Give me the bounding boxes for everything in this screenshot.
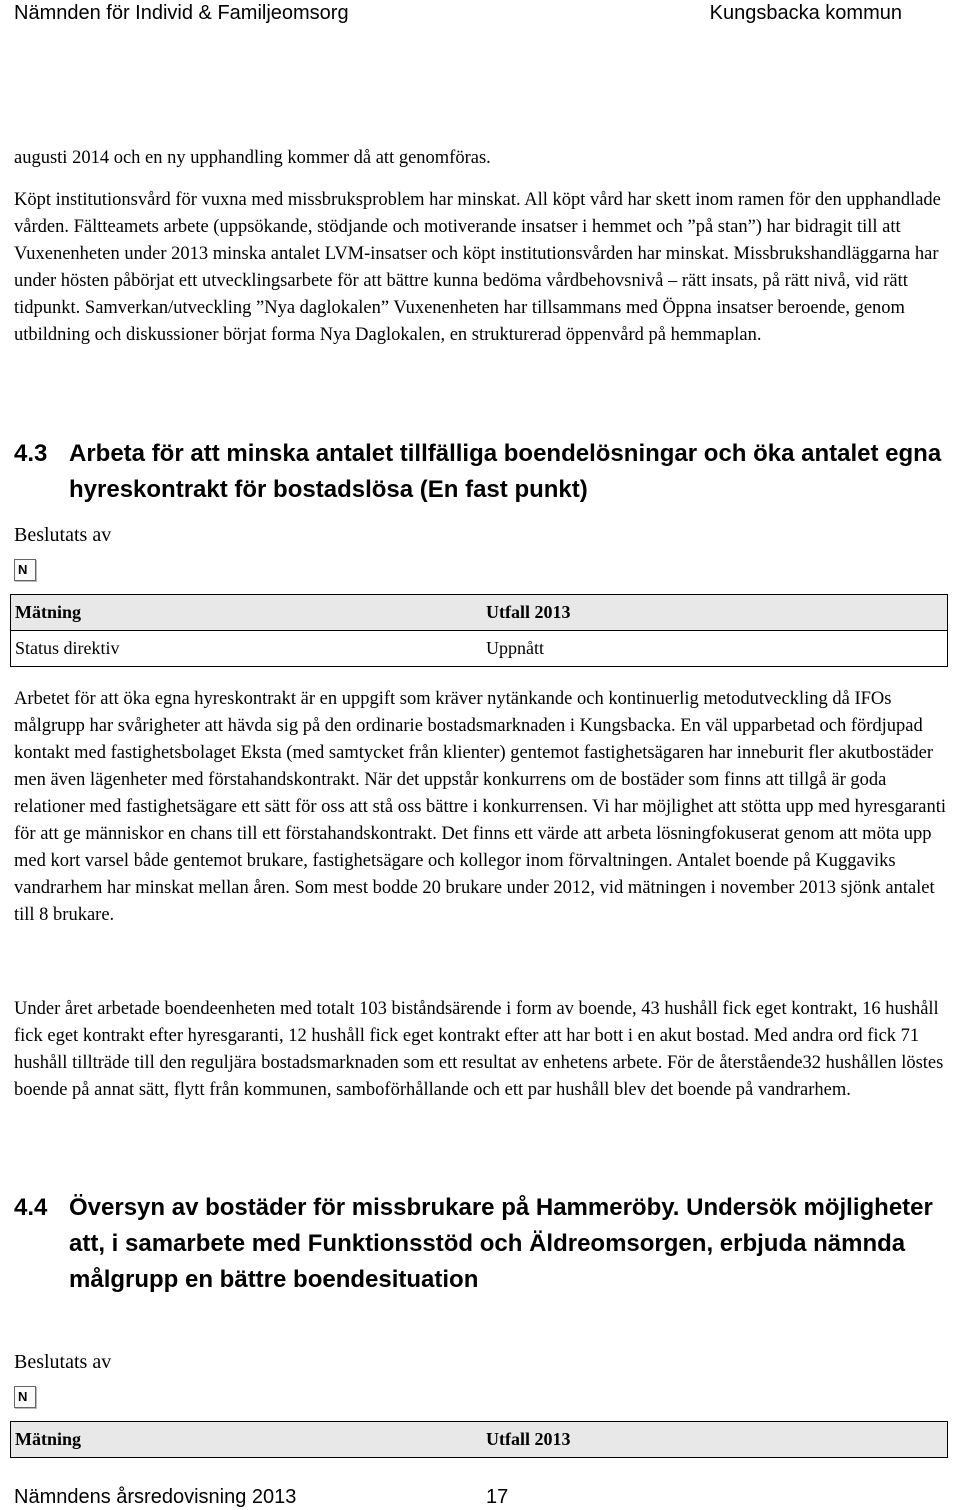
table-row [11,631,948,667]
header-measurement: Mätning [11,595,483,631]
header-municipality: Kungsbacka kommun [709,2,902,24]
measurement-table [10,594,948,667]
header-measurement: Mätning [11,1422,483,1458]
decided-by-label: Beslutats av [14,524,112,546]
status-n-icon: N [14,559,36,581]
page-header [0,0,960,30]
header-outcome: Utfall 2013 [482,595,948,631]
table-header-row [11,595,948,631]
section-title: Översyn av bostäder för missbrukare på Hammeröby. Undersök möjligheter att, i samarbete med Funktionsstöd och Äldreomsorgen, erbjuda nämnda målgrupp en bättre boendesituation [69,1194,933,1293]
cell-status-directive: Status direktiv [11,631,483,667]
paragraph-housing-unit: Under året arbetade boendeenheten med totalt 103 biståndsärende i form av boende, 43 hushåll fick eget kontrakt, 16 hushåll fick eget kontrakt efter hyresgaranti, 12 hushåll fick eget kontrakt efter att har bott i en akut bostad. Med andra ord fick 71 hushåll tillträde till den reguljära bostadsmarknaden som ett resultat av enhetens arbete. För de återstående32 hushållen löstes boende på annat sätt, flytt från kommunen, samboförhållande och ett par hushåll blev det boende på vandrarhem. [14,999,944,1100]
page-number: 17 [486,1486,509,1508]
section-number: 4.3 [14,440,48,467]
table-header-row [11,1422,948,1458]
page-footer [14,1486,509,1509]
decided-by-label: Beslutats av [14,1351,112,1373]
footer-report-title: Nämndens årsredovisning 2013 [14,1486,297,1508]
paragraph-institutional-care: Köpt institutionsvård för vuxna med missbruksproblem har minskat. All köpt vård har skett inom ramen för den upphandlade vården. Fältteamets arbete (uppsökande, stödjande och motiverande insatser i hemmet och ”på stan”) har bidragit till att Vuxenenheten under 2013 minska antalet LVM-insatser och köpt institutionsvården har minskat. Missbrukshandläggarna har under hösten påbörjat ett utvecklingsarbete för att bättre kunna bedöma vårdbehovsnivå – rätt insats, på rätt nivå, vid rätt tidpunkt. Samverkan/utveckling ”Nya daglokalen” Vuxenenheten har tillsammans med Öppna insatser beroende, genom utbildning och diskussioner börjat forma Nya Daglokalen, en strukturerad öppenvård på hemmaplan. [14,190,941,345]
measurement-table [10,1421,948,1458]
paragraph-intro: augusti 2014 och en ny upphandling kommer då att genomföras. [14,148,491,168]
header-committee-name: Nämnden för Individ & Familjeomsorg [14,2,349,24]
status-n-icon: N [14,1386,36,1408]
cell-achieved: Uppnått [482,631,948,667]
section-heading-4-3 [14,436,944,508]
section-title: Arbeta för att minska antalet tillfälliga boendelösningar och öka antalet egna hyreskontrakt för bostadslösa (En fast punkt) [69,440,942,503]
section-number: 4.4 [14,1194,48,1221]
section-heading-4-4 [14,1190,944,1298]
header-outcome: Utfall 2013 [482,1422,948,1458]
paragraph-housing-contracts: Arbetet för att öka egna hyreskontrakt är en uppgift som kräver nytänkande och kontinuerlig metodutveckling då IFOs målgrupp har svårigheter att hävda sig på den ordinarie bostadsmarknaden i Kungsbacka. En väl upparbetad och fördjupad kontakt med fastighetsbolaget Eksta (med samtycket från klienter) gentemot fastighetsägaren har inneburit fler akutbostäder men även lägenheter med förstahandskontrakt. När det uppstår konkurrens om de bostäder som finns att tillgå är goda relationer med fastighetsägare ett sätt för oss att stå oss bättre i konkurrensen. Vi har möjlighet att stötta upp med hyresgaranti för att ge människor en chans till ett förstahandskontrakt. Det finns ett värde att arbeta lösningfokuserat genom att möta upp med kort varsel både gentemot brukare, fastighetsägare och kollegor inom förvaltningen. Antalet boende på Kuggaviks vandrarhem har minskat mellan åren. Som mest bodde 20 brukare under 2012, vid mätningen i november 2013 sjönk antalet till 8 brukare. [14,689,947,925]
